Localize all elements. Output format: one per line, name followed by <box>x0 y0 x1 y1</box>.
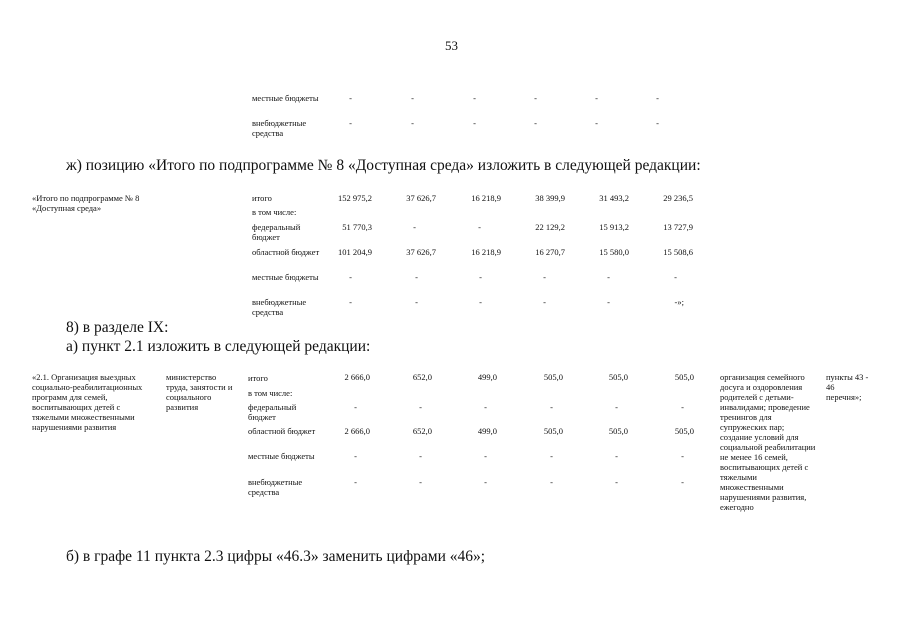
table-cell: - <box>411 118 414 128</box>
row-label: областной бюджет <box>252 247 320 257</box>
table-cell: - <box>419 402 422 412</box>
table-cell: 37 626,7 <box>406 193 436 203</box>
paragraph-8: 8) в разделе IX: <box>66 319 169 336</box>
row-label: в том числе: <box>248 388 293 398</box>
table-cell: 16 270,7 <box>535 247 565 257</box>
table-cell: - <box>656 118 659 128</box>
table-cell: - <box>484 477 487 487</box>
table-cell: 101 204,9 <box>338 247 372 257</box>
table-cell: - <box>473 118 476 128</box>
table-cell: 15 913,2 <box>599 222 629 232</box>
table-cell: 505,0 <box>543 426 563 436</box>
table-cell: - <box>479 272 482 282</box>
table-cell: 16 218,9 <box>471 247 501 257</box>
list-points: пункты 43 - 46 перечня»; <box>826 372 869 402</box>
table-cell: 15 580,0 <box>599 247 629 257</box>
table-cell: 505,0 <box>543 372 563 382</box>
table-cell: - <box>415 272 418 282</box>
table-cell: - <box>478 222 481 232</box>
row-label: итого <box>252 193 272 203</box>
table-cell: 505,0 <box>674 372 694 382</box>
paragraph-b: б) в графе 11 пункта 2.3 цифры «46.3» заменить цифрами «46»; <box>66 548 486 565</box>
table-cell: 29 236,5 <box>663 193 693 203</box>
table-cell: - <box>349 272 352 282</box>
table-cell: - <box>681 402 684 412</box>
table-cell: - <box>534 118 537 128</box>
table-cell: - <box>607 297 610 307</box>
table-cell: - <box>656 93 659 103</box>
row-label: в том числе: <box>252 207 297 217</box>
table-cell: - <box>615 451 618 461</box>
table-cell: 16 218,9 <box>471 193 501 203</box>
table-cell: 51 770,3 <box>342 222 372 232</box>
table-cell: - <box>473 93 476 103</box>
table-cell: - <box>349 118 352 128</box>
table-cell: - <box>550 477 553 487</box>
expected-result: организация семейного досуга и оздоровления родителей с детьми-инвалидами; проведение тренингов для супружеских пар; создание условий для социальной реабилитации не менее 16 семей, воспитывающих детей с тяжелыми множественными нарушениями развития, ежегодно <box>720 372 816 512</box>
row-label: областной бюджет <box>248 426 316 436</box>
table-cell: 505,0 <box>608 426 628 436</box>
table-cell: 13 727,9 <box>663 222 693 232</box>
row-label: местные бюджеты <box>248 451 315 461</box>
paragraph-a: а) пункт 2.1 изложить в следующей редакции: <box>66 338 371 355</box>
table-cell: 152 975,2 <box>338 193 372 203</box>
table-cell: - <box>550 451 553 461</box>
row-label: местные бюджеты <box>252 93 319 103</box>
table-cell: -»; <box>674 297 684 307</box>
page-number: 53 <box>445 38 458 53</box>
table-cell: - <box>413 222 416 232</box>
table-cell: - <box>615 477 618 487</box>
table-cell: 38 399,9 <box>535 193 565 203</box>
table-cell: - <box>354 451 357 461</box>
table-cell: - <box>607 272 610 282</box>
row-label: внебюджетные средства <box>248 477 303 497</box>
event-name: «2.1. Организация выездных социально-реабилитационных программ для семей, воспитывающих детей с тяжелыми множественными нарушениями развития <box>32 372 143 432</box>
table-cell: 31 493,2 <box>599 193 629 203</box>
executor: министерство труда, занятости и социального развития <box>166 372 233 412</box>
table-cell: - <box>484 451 487 461</box>
table-cell: 652,0 <box>412 372 432 382</box>
table-cell: 2 666,0 <box>344 372 370 382</box>
table-cell: - <box>354 402 357 412</box>
table-cell: 505,0 <box>608 372 628 382</box>
table-cell: - <box>681 451 684 461</box>
table-cell: - <box>543 297 546 307</box>
table-cell: - <box>349 93 352 103</box>
row-label: внебюджетные средства <box>252 297 307 317</box>
table-cell: - <box>681 477 684 487</box>
paragraph-zh: ж) позицию «Итого по подпрограмме № 8 «Доступная среда» изложить в следующей редакции: <box>66 157 701 174</box>
table-cell: - <box>479 297 482 307</box>
row-label: местные бюджеты <box>252 272 319 282</box>
table-cell: - <box>419 451 422 461</box>
table-cell: - <box>615 402 618 412</box>
itogo-title: «Итого по подпрограмме № 8 «Доступная среда» <box>32 193 140 213</box>
row-label: итого <box>248 373 268 383</box>
table-cell: - <box>354 477 357 487</box>
table-cell: - <box>595 93 598 103</box>
table-cell: - <box>415 297 418 307</box>
table-cell: - <box>534 93 537 103</box>
table-cell: 505,0 <box>674 426 694 436</box>
table-cell: 37 626,7 <box>406 247 436 257</box>
table-cell: - <box>419 477 422 487</box>
table-cell: - <box>484 402 487 412</box>
table-cell: 499,0 <box>477 426 497 436</box>
table-cell: - <box>543 272 546 282</box>
table-cell: 15 508,6 <box>663 247 693 257</box>
table-cell: - <box>674 272 677 282</box>
table-cell: 2 666,0 <box>344 426 370 436</box>
table-cell: - <box>595 118 598 128</box>
table-cell: 22 129,2 <box>535 222 565 232</box>
table-cell: 499,0 <box>477 372 497 382</box>
table-cell: - <box>411 93 414 103</box>
table-cell: 652,0 <box>412 426 432 436</box>
table-cell: - <box>550 402 553 412</box>
row-label: федеральный бюджет <box>248 402 297 422</box>
table-cell: - <box>349 297 352 307</box>
row-label: внебюджетные средства <box>252 118 307 138</box>
row-label: федеральный бюджет <box>252 222 301 242</box>
